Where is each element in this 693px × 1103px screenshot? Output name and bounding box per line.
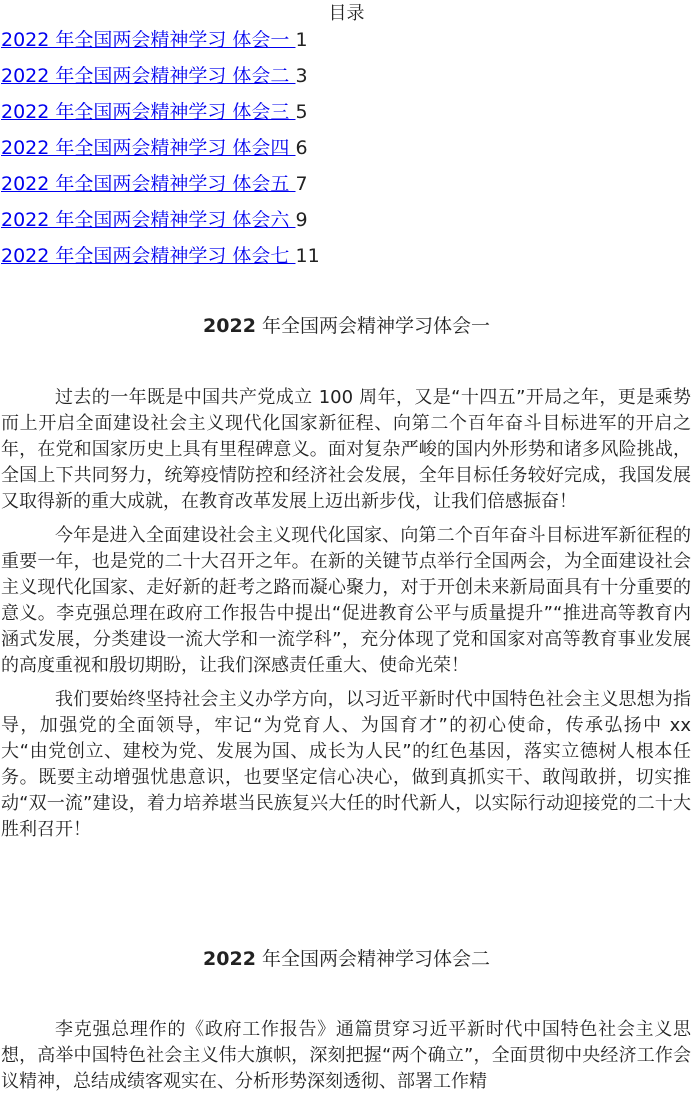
- toc-entry-link[interactable]: 2022 年全国两会精神学习 体会一: [1, 29, 296, 51]
- toc-entry-page: 3: [295, 65, 308, 87]
- section-title-text: 年全国两会精神学习体会一: [255, 315, 490, 337]
- toc-title: 目录: [328, 3, 365, 24]
- toc-entry-link[interactable]: 2022 年全国两会精神学习 体会二: [1, 65, 296, 87]
- toc-entry-link[interactable]: 2022 年全国两会精神学习 体会六: [1, 209, 296, 231]
- body-paragraph: 李克强总理作的《政府工作报告》通篇贯穿习近平新时代中国特色社会主义思想，高举中国特色社会主义伟大旗帜，深刻把握“两个确立”，全面贯彻中央经济工作会议精神，总结成绩客观实在、分析形势深刻透彻、部署工作精: [1, 1019, 691, 1092]
- toc-entry: [1, 28, 320, 64]
- toc-entry: [1, 172, 320, 208]
- body-paragraph: 今年是进入全面建设社会主义现代化国家、向第二个百年奋斗目标进军新征程的重要一年，也是党的二十大召开之年。在新的关键节点举行全国两会，为全面建设社会主义现代化国家、走好新的赶考之路而凝心聚力，对于开创未来新局面具有十分重要的意义。李克强总理在政府工作报告中提出“促进教育公平与质量提升”“推进高等教育内涵式发展，分类建设一流大学和一流学科”，充分体现了党和国家对高等教育事业发展的高度重视和殷切期盼，让我们深感责任重大、使命光荣！: [1, 525, 691, 676]
- toc-entry: [1, 64, 320, 100]
- body-paragraph: 我们要始终坚持社会主义办学方向，以习近平新时代中国特色社会主义思想为指导，加强党的全面领导，牢记“为党育人、为国育才”的初心使命，传承弘扬中 xx 大“由党创立、建校为党、发展为国、成长为人民”的红色基因，落实立德树人根本任务。既要主动增强忧患意识，也要坚定信心决心，做到真抓实干、敢闯敢拼，切实推动“双一流”建设，着力培养堪当民族复兴大任的时代新人，以实际行动迎接党的二十大胜利召开！: [1, 689, 691, 840]
- toc-entry: [1, 208, 320, 244]
- toc-entry-page: 9: [295, 209, 308, 231]
- section-title: [0, 313, 693, 339]
- section-title-year: 2022: [203, 948, 256, 970]
- section-body: [1, 385, 691, 851]
- toc-entry: [1, 100, 320, 136]
- toc-entry-page: 5: [295, 101, 308, 123]
- section-body: [1, 1017, 691, 1103]
- section-title-year: 2022: [203, 315, 256, 337]
- table-of-contents: [1, 28, 320, 280]
- toc-entry: [1, 136, 320, 172]
- toc-entry-link[interactable]: 2022 年全国两会精神学习 体会五: [1, 173, 296, 195]
- toc-entry: [1, 244, 320, 280]
- body-paragraph: 过去的一年既是中国共产党成立 100 周年，又是“十四五”开局之年，更是乘势而上开启全面建设社会主义现代化国家新征程、向第二个百年奋斗目标进军的开启之年，在党和国家历史上具有里程碑意义。面对复杂严峻的国内外形势和诸多风险挑战，全国上下共同努力，统筹疫情防控和经济社会发展，全年目标任务较好完成，我国发展又取得新的重大成就，在教育改革发展上迈出新步伐，让我们倍感振奋！: [1, 387, 691, 512]
- toc-entry-page: 11: [295, 245, 320, 267]
- section-title-text: 年全国两会精神学习体会二: [255, 948, 490, 970]
- toc-entry-page: 7: [295, 173, 308, 195]
- toc-entry-link[interactable]: 2022 年全国两会精神学习 体会三: [1, 101, 296, 123]
- toc-entry-link[interactable]: 2022 年全国两会精神学习 体会四: [1, 137, 296, 159]
- toc-entry-link[interactable]: 2022 年全国两会精神学习 体会七: [1, 245, 296, 267]
- section-title: [0, 946, 693, 972]
- toc-entry-page: 1: [295, 29, 308, 51]
- toc-entry-page: 6: [295, 137, 308, 159]
